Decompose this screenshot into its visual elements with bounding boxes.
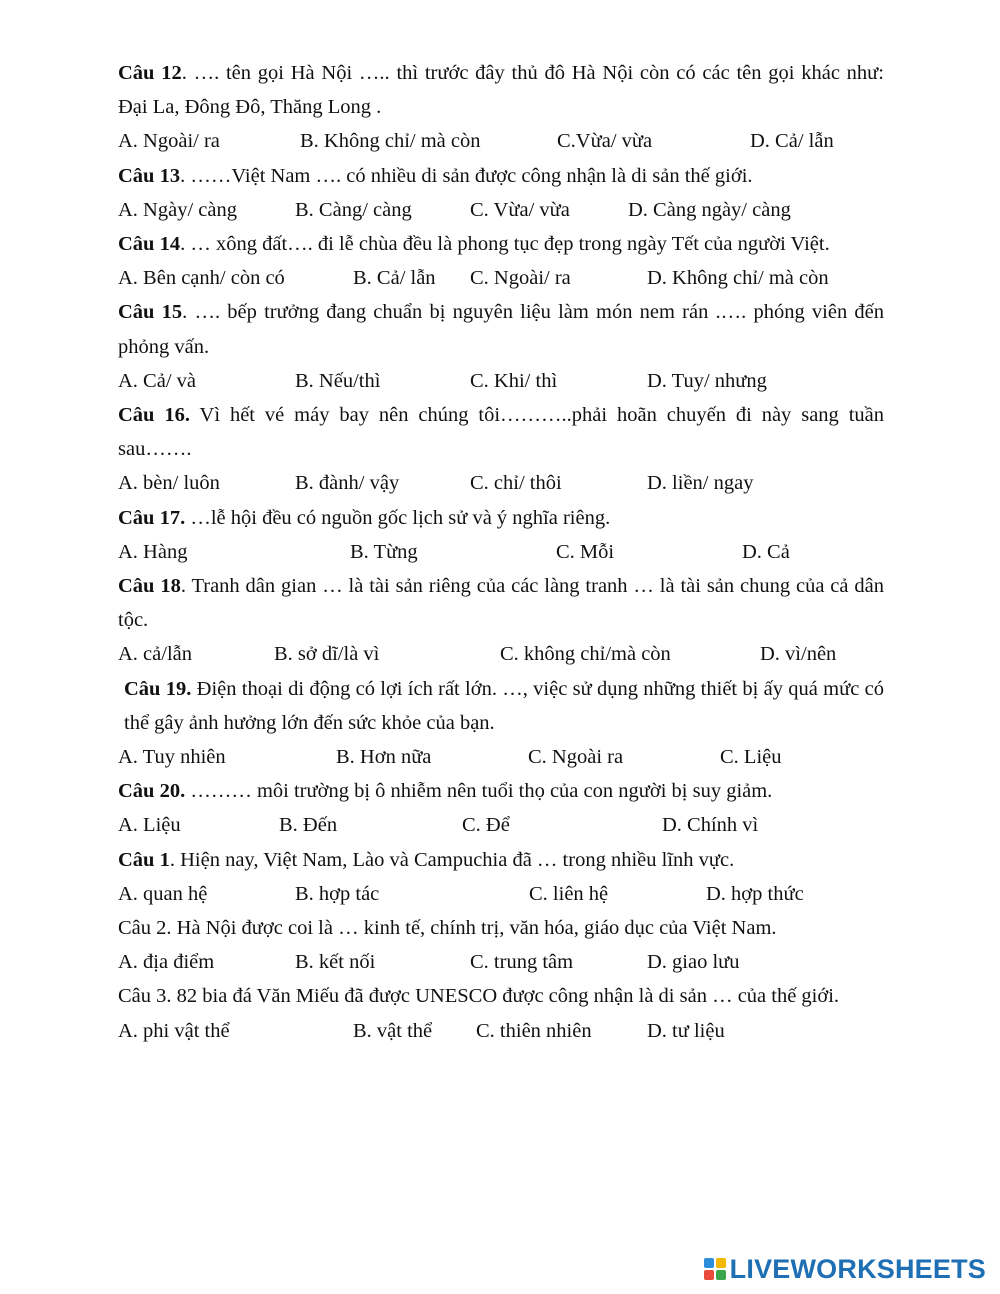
- question-text: Điện thoại di động có lợi ích rất lớn. …, việc sử dụng những thiết bị ấy quá mức có thể gây ảnh hưởng lớn đến sức khỏe của bạn.: [124, 677, 884, 734]
- question-text: . Tranh dân gian … là tài sản riêng của các làng tranh … là tài sản chung của cả dân tộc.: [118, 574, 884, 632]
- option-d[interactable]: D. liền/ ngay: [647, 472, 754, 495]
- question-15: [118, 295, 884, 398]
- question-number: Câu 18: [118, 574, 181, 597]
- liveworksheets-logo: [704, 1254, 986, 1284]
- answer-options: [118, 466, 884, 500]
- option-a[interactable]: A. Ngoài/ ra: [118, 130, 220, 153]
- question-20: [118, 774, 884, 842]
- logo-square-1: [704, 1258, 714, 1268]
- option-b[interactable]: B. Từng: [350, 540, 418, 563]
- question-text: . …. tên gọi Hà Nội ….. thì trước đây thủ đô Hà Nội còn có các tên gọi khác như: Đại La, Đông Đô, Thăng Long .: [118, 62, 884, 119]
- option-c[interactable]: C.Vừa/ vừa: [557, 130, 653, 153]
- option-c[interactable]: C. Để: [462, 814, 510, 837]
- answer-options: [118, 945, 884, 979]
- option-c[interactable]: C. Khi/ thì: [470, 369, 558, 392]
- question-number: Câu 15: [118, 301, 183, 324]
- option-d[interactable]: D. Không chỉ/ mà còn: [647, 267, 829, 290]
- question-17: [118, 501, 884, 569]
- question-text: . Hiện nay, Việt Nam, Lào và Campuchia đã … trong nhiều lĩnh vực.: [169, 848, 735, 871]
- question-number: Câu 20.: [118, 780, 186, 803]
- worksheet: [118, 56, 884, 1048]
- option-d[interactable]: C. Liệu: [720, 745, 782, 768]
- question-text: …lễ hội đều có nguồn gốc lịch sử và ý nghĩa riêng.: [185, 506, 611, 529]
- answer-options: [118, 364, 884, 398]
- option-a[interactable]: A. Bên cạnh/ còn có: [118, 267, 285, 290]
- option-c[interactable]: C. chỉ/ thôi: [470, 472, 562, 495]
- option-d[interactable]: D. Càng ngày/ càng: [628, 198, 791, 221]
- option-a[interactable]: A. Hàng: [118, 540, 188, 563]
- question-number: Câu 1: [118, 848, 170, 871]
- question-1: [118, 843, 884, 911]
- option-c[interactable]: C. Ngoài/ ra: [470, 267, 571, 290]
- option-d[interactable]: D. giao lưu: [647, 951, 740, 974]
- option-b[interactable]: B. Không chỉ/ mà còn: [300, 130, 481, 153]
- option-b[interactable]: B. Càng/ càng: [295, 198, 412, 221]
- answer-options: [118, 193, 884, 227]
- answer-options: [118, 877, 884, 911]
- question-2: [118, 911, 884, 979]
- option-a[interactable]: A. Cả/ và: [118, 369, 196, 392]
- logo-text: LIVEWORKSHEETS: [729, 1253, 986, 1284]
- option-a[interactable]: A. Liệu: [118, 814, 181, 837]
- answer-options: [118, 740, 884, 774]
- question-number: Câu 14: [118, 232, 181, 255]
- answer-options: [118, 261, 884, 295]
- question-13: [118, 159, 884, 227]
- question-3: [118, 979, 884, 1047]
- question-text: . ……Việt Nam …. có nhiều di sản được công nhận là di sản thế giới.: [180, 164, 753, 187]
- option-b[interactable]: B. Hơn nữa: [336, 745, 432, 768]
- question-number: Câu 12: [118, 62, 182, 84]
- question-text: Vì hết vé máy bay nên chúng tôi………..phải hoãn chuyến đi này sang tuần sau…….: [118, 403, 884, 461]
- question-text: Câu 2. Hà Nội được coi là … kinh tế, chính trị, văn hóa, giáo dục của Việt Nam.: [118, 916, 777, 939]
- question-19: [118, 672, 884, 775]
- answer-options: [118, 1014, 884, 1048]
- option-b[interactable]: B. sở dĩ/là vì: [274, 643, 380, 666]
- option-d[interactable]: D. Cả/ lẫn: [750, 130, 834, 153]
- option-c[interactable]: C. Ngoài ra: [528, 745, 624, 768]
- question-16: [118, 398, 884, 501]
- option-a[interactable]: A. bèn/ luôn: [118, 472, 220, 495]
- question-18: [118, 569, 884, 672]
- answer-options: [118, 808, 884, 842]
- question-number: Câu 17.: [118, 506, 186, 529]
- question-12: [118, 56, 884, 159]
- option-a[interactable]: A. quan hệ: [118, 882, 208, 905]
- question-number: Câu 19.: [124, 677, 192, 700]
- question-number: Câu 16.: [118, 403, 190, 426]
- option-c[interactable]: C. không chỉ/mà còn: [500, 643, 671, 666]
- option-d[interactable]: D. vì/nên: [760, 643, 837, 666]
- option-d[interactable]: D. Cả: [742, 540, 790, 563]
- option-b[interactable]: B. Cả/ lẫn: [353, 267, 436, 290]
- option-b[interactable]: B. vật thể: [353, 1019, 433, 1042]
- option-a[interactable]: A. Ngày/ càng: [118, 198, 237, 221]
- question-14: [118, 227, 884, 295]
- answer-options: [118, 535, 884, 569]
- answer-options: [118, 637, 884, 671]
- option-c[interactable]: C. liên hệ: [529, 882, 609, 905]
- logo-square-4: [716, 1270, 726, 1280]
- option-a[interactable]: A. địa điểm: [118, 951, 215, 974]
- option-b[interactable]: B. hợp tác: [295, 882, 380, 905]
- option-b[interactable]: B. Nếu/thì: [295, 369, 381, 392]
- answer-options: [118, 124, 884, 158]
- option-a[interactable]: A. cả/lẫn: [118, 643, 192, 666]
- logo-square-2: [716, 1258, 726, 1268]
- option-a[interactable]: A. phi vật thể: [118, 1019, 230, 1042]
- question-text: ……… môi trường bị ô nhiễm nên tuổi thọ của con người bị suy giảm.: [185, 780, 773, 803]
- logo-square-3: [704, 1270, 714, 1280]
- option-d[interactable]: D. Tuy/ nhưng: [647, 369, 767, 392]
- question-text: Câu 3. 82 bia đá Văn Miếu đã được UNESCO được công nhận là di sản … của thế giới.: [118, 985, 840, 1008]
- option-d[interactable]: D. tư liệu: [647, 1019, 725, 1042]
- option-b[interactable]: B. Đến: [279, 814, 338, 837]
- option-c[interactable]: C. thiên nhiên: [476, 1019, 592, 1042]
- option-a[interactable]: A. Tuy nhiên: [118, 745, 226, 768]
- option-b[interactable]: B. kết nối: [295, 951, 376, 974]
- option-c[interactable]: C. Vừa/ vừa: [470, 198, 570, 221]
- option-d[interactable]: D. hợp thức: [706, 882, 804, 905]
- question-text: . …. bếp trưởng đang chuẩn bị nguyên liệu làm món nem rán .…. phóng viên đến phỏng vấn.: [118, 301, 884, 358]
- option-d[interactable]: D. Chính vì: [662, 814, 759, 837]
- option-c[interactable]: C. trung tâm: [470, 951, 574, 974]
- option-b[interactable]: B. đành/ vậy: [295, 472, 400, 495]
- question-number: Câu 13: [118, 164, 181, 187]
- option-c[interactable]: C. Mỗi: [556, 540, 615, 563]
- logo-mark-icon: [704, 1258, 726, 1280]
- question-text: . … xông đất…. đi lễ chùa đều là phong tục đẹp trong ngày Tết của người Việt.: [180, 232, 830, 255]
